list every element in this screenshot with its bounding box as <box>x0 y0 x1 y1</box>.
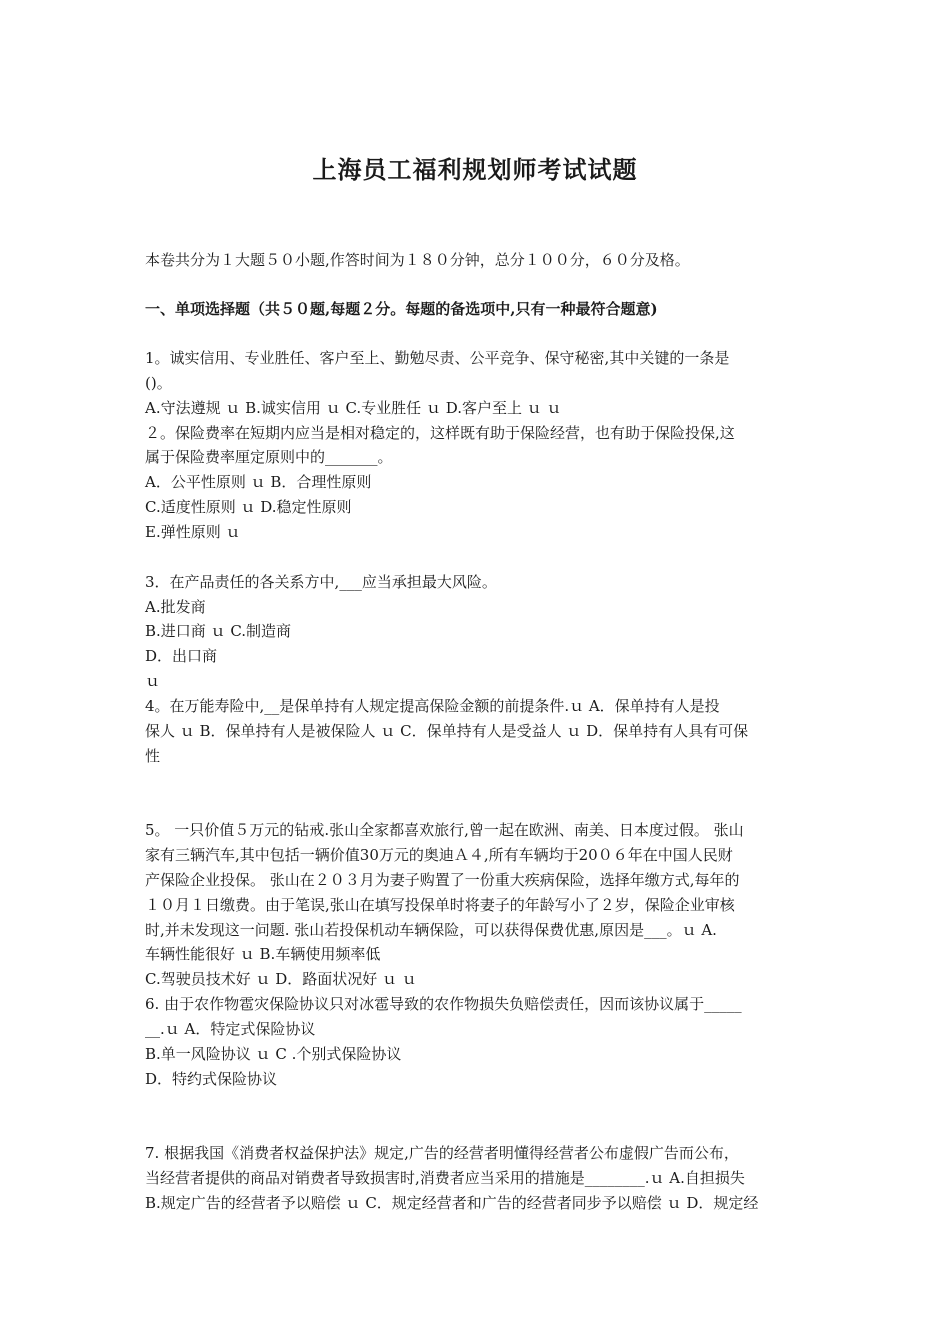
text-line: B.进口商 ｕ C.制造商 <box>145 622 292 641</box>
exam-intro: 本卷共分为１大题５０小题,作答时间为１８０分钟，总分１００分，６０分及格。 <box>145 251 690 269</box>
text-line: 车辆性能很好 ｕ B.车辆使用频率低 <box>145 945 381 964</box>
text-line: B.规定广告的经营者予以赔偿 ｕ C．规定经营者和广告的经营者同步予以赔偿 ｕ D．规定经 <box>145 1193 759 1212</box>
text-line: 时,并未发现这一问题. 张山若投保机动车辆保险，可以获得保费优惠,原因是___。ｕ A. <box>145 920 717 939</box>
text-line: 4。在万能寿险中,__是保单持有人规定提高保险金额的前提条件.ｕ A．保单持有人是投 <box>145 696 720 715</box>
text-line: ()。 <box>145 373 172 392</box>
text-line: D．特约式保险协议 <box>145 1069 278 1088</box>
text-line: 产保险企业投保。 张山在２０３月为妻子购置了一份重大疾病保险，选择年缴方式,每年的 <box>145 870 740 889</box>
text-line: 保人 ｕ B．保单持有人是被保险人 ｕ C．保单持有人是受益人 ｕ D．保单持有人具有可保 <box>145 721 749 740</box>
section-header: 一、单项选择题（共５０题,每题２分。每题的备选项中,只有一种最符合题意) <box>145 300 658 318</box>
text-line: A.守法遵规 ｕ B.诚实信用 ｕ C.专业胜任 ｕ D.客户至上 ｕ ｕ <box>145 398 562 417</box>
text-line: A.批发商 <box>145 597 206 616</box>
text-line: ｕ <box>145 672 161 691</box>
text-line: 性 <box>145 746 161 765</box>
text-line: 3．在产品责任的各关系方中,___应当承担最大风险。 <box>145 572 497 591</box>
text-line: D．出口商 <box>145 647 218 666</box>
page-title: 上海员工福利规划师考试试题 <box>312 155 638 184</box>
text-line: 6. 由于农作物雹灾保险协议只对冰雹导致的农作物损失负赔偿责任，因而该协议属于_____ <box>145 995 742 1014</box>
text-line: 1。诚实信用、专业胜任、客户至上、勤勉尽责、公平竞争、保守秘密,其中关键的一条是 <box>145 349 730 367</box>
text-line: A．公平性原则 ｕ B．合理性原则 <box>145 473 372 492</box>
text-line: E.弹性原则 ｕ <box>145 522 241 541</box>
text-line: 属于保险费率厘定原则中的_______。 <box>145 448 393 467</box>
text-line: C.适度性原则 ｕ D.稳定性原则 <box>145 498 352 517</box>
text-line: １０月１日缴费。由于笔误,张山在填写投保单时将妻子的年龄写小了２岁，保险企业审核 <box>145 895 735 914</box>
text-line: B.单一风险协议 ｕ C .个别式保险协议 <box>145 1044 402 1063</box>
text-line: 家有三辆汽车,其中包括一辆价值30万元的奥迪Ａ４,所有车辆均于20０６年在中国人民财 <box>145 846 733 864</box>
text-line: C.驾驶员技术好 ｕ D．路面状况好 ｕ ｕ <box>145 970 417 989</box>
text-line: 7. 根据我国《消费者权益保护法》规定,广告的经营者明懂得经营者公布虚假广告而公布， <box>145 1144 739 1163</box>
text-line: 当经营者提供的商品对销费者导致损害时,消费者应当采用的措施是________.ｕ A.自担损失 <box>145 1169 745 1188</box>
text-line: ２。保险费率在短期内应当是相对稳定的，这样既有助于保险经营，也有助于保险投保,这 <box>145 423 735 442</box>
text-line: 5。 一只价值５万元的钻戒.张山全家都喜欢旅行,曾一起在欧洲、南美、日本度过假。 张山 <box>145 821 744 840</box>
text-line: __.ｕ A．特定式保险协议 <box>145 1019 316 1038</box>
